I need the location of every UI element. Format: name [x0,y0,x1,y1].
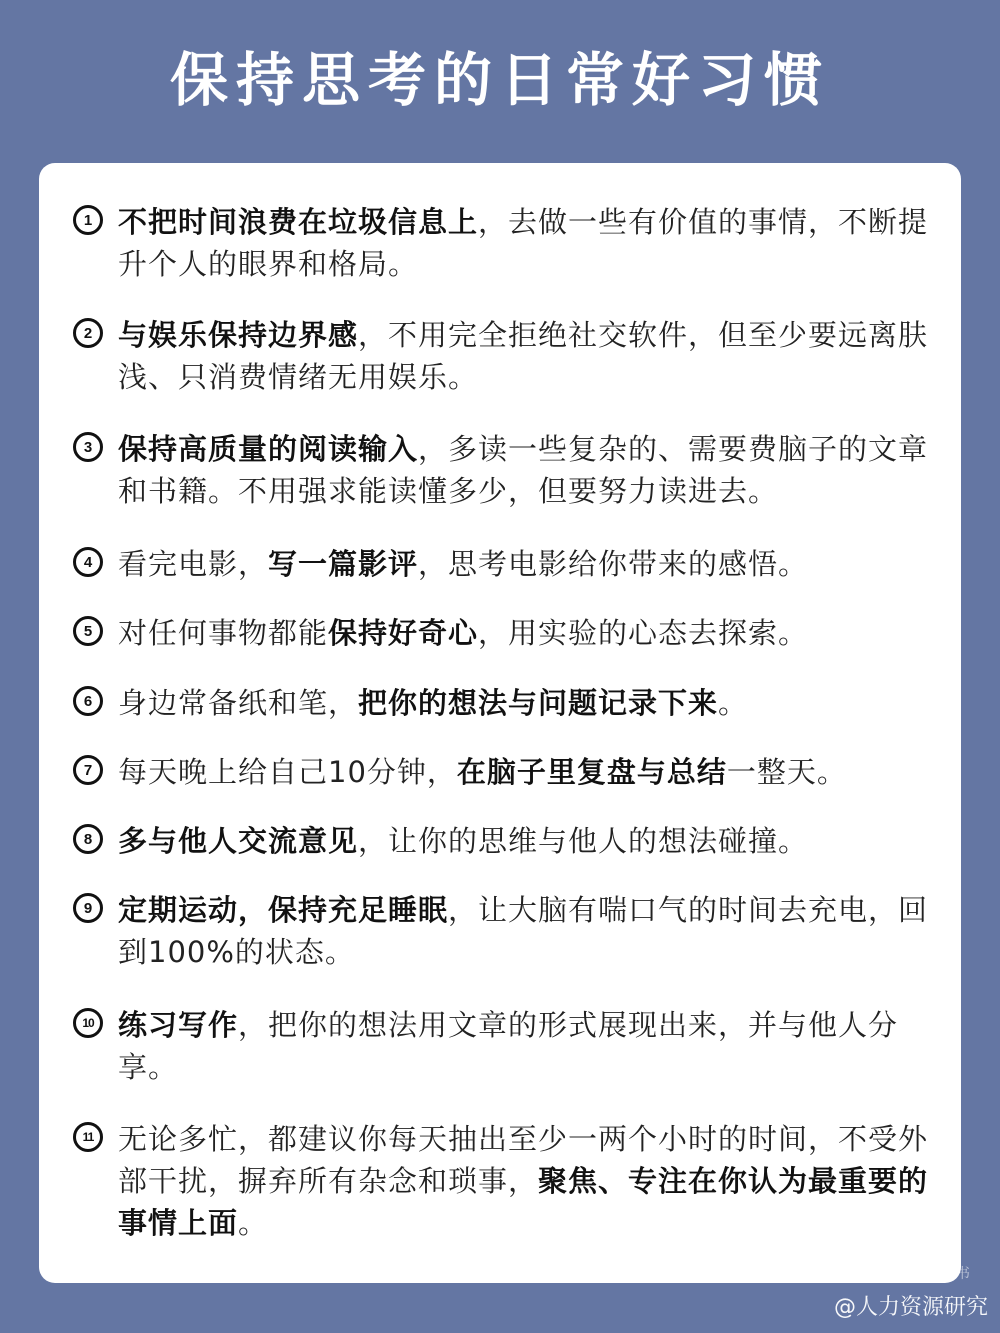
tip-number: 6 [73,686,103,716]
tip-body: 每天晚上给自己10分钟， [118,755,457,789]
tip-number: 5 [73,616,103,646]
tip-text [118,201,953,285]
tip-text [118,1118,953,1244]
tip-body: 。 [718,686,749,720]
tip-item [73,1004,953,1088]
tip-item [73,820,953,862]
tip-number: 11 [73,1122,103,1152]
tip-text [118,889,953,973]
tip-number: 2 [73,318,103,348]
tip-body: 无论多忙，都建议你每天抽出至少一两个小时的时间，不受外部干扰，摒弃所有杂念和琐事， [118,1122,929,1198]
tip-text [118,1004,953,1088]
tip-item [73,751,953,793]
tip-body: ，用实验的心态去探索。 [478,616,809,650]
tip-number: 4 [73,547,103,577]
tip-body: ，让你的思维与他人的想法碰撞。 [358,824,809,858]
tip-body: ，多读一些复杂的、需要费脑子的文章和书籍。不用强求能读懂多少，但要努力读进去。 [118,432,929,508]
tip-number: 3 [73,432,103,462]
tip-text [118,682,953,724]
tip-item [73,543,953,585]
tip-item [73,201,953,285]
tip-body: ，不用完全拒绝社交软件，但至少要远离肤浅、只消费情绪无用娱乐。 [118,318,929,394]
tip-item [73,428,953,512]
tip-body: ，思考电影给你带来的感悟。 [418,547,809,581]
tip-highlight: 定期运动，保持充足睡眠 [118,893,449,927]
tip-text [118,428,953,512]
tip-body: 。 [238,1206,269,1240]
page-title: 保持思考的日常好习惯 [169,46,830,114]
tip-item [73,612,953,654]
tip-text [118,612,953,654]
tip-highlight: 不把时间浪费在垃圾信息上 [118,205,479,239]
tip-number: 9 [73,893,103,923]
tip-body: 看完电影， [118,547,269,581]
tip-body: 一整天。 [726,755,847,789]
tip-item [73,889,953,973]
tip-number: 1 [73,205,103,235]
tip-number: 8 [73,824,103,854]
tip-highlight: 练习写作 [118,1008,239,1042]
watermark: @人力资源研究 [833,1295,988,1320]
tip-body: 对任何事物都能 [118,616,329,650]
tip-highlight: 聚焦、专注在你认为最重要的事情上面 [118,1164,929,1240]
tip-text [118,314,953,398]
tip-highlight: 多与他人交流意见 [118,824,359,858]
tip-text [118,820,953,862]
tip-item [73,314,953,398]
tip-number: 7 [73,755,103,785]
tip-highlight: 写一篇影评 [268,547,419,581]
tip-highlight: 把你的想法与问题记录下来 [358,686,719,720]
tip-item [73,1118,953,1244]
tip-highlight: 与娱乐保持边界感 [118,318,359,352]
faint-watermark: 小红书 [928,1266,970,1282]
tip-body: ，把你的想法用文章的形式展现出来，并与他人分享。 [118,1008,899,1084]
tip-text [118,751,953,793]
tip-body: 身边常备纸和笔， [118,686,359,720]
tip-body: ，去做一些有价值的事情，不断提升个人的眼界和格局。 [118,205,929,281]
tips-card [39,163,961,1283]
tip-highlight: 保持好奇心 [328,616,479,650]
tip-highlight: 保持高质量的阅读输入 [118,432,419,466]
tip-text [118,543,953,585]
tip-item [73,682,953,724]
tip-highlight: 在脑子里复盘与总结 [456,755,727,789]
tip-body: ，让大脑有喘口气的时间去充电，回到100%的状态。 [118,893,929,969]
tip-number: 10 [73,1008,103,1038]
